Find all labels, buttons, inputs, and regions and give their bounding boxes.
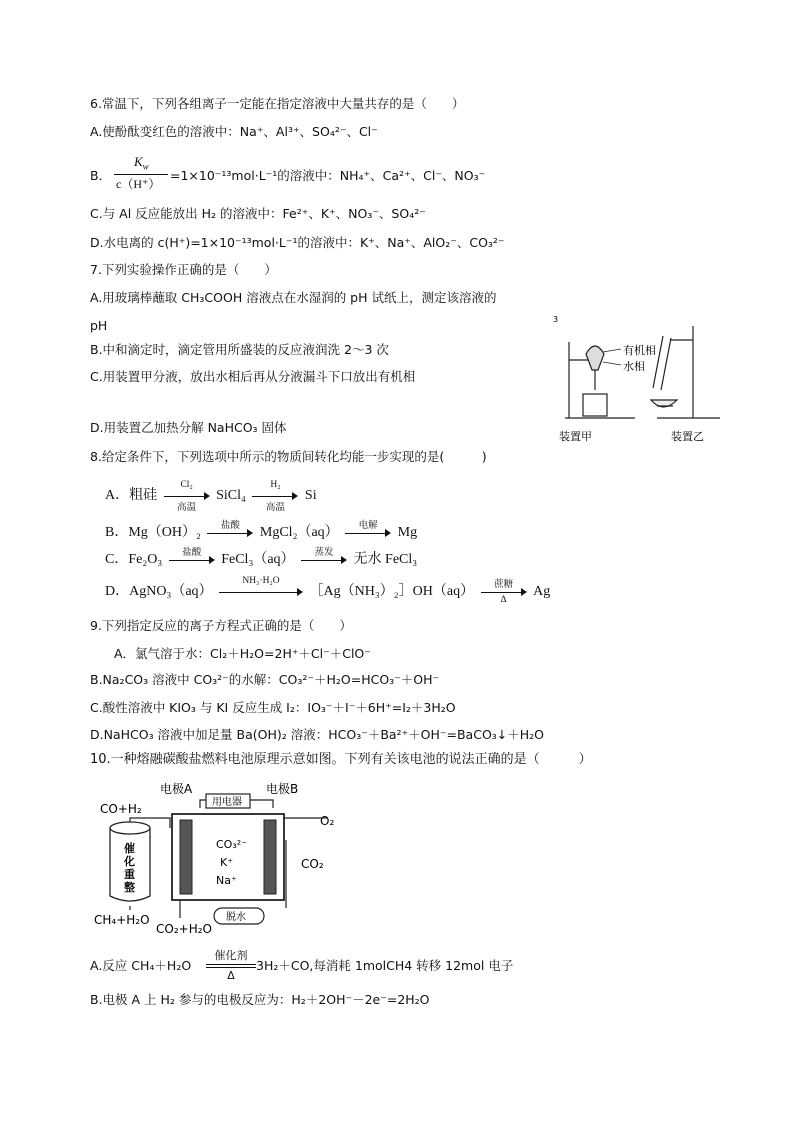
q8-d-arrow-2-below: Δ (500, 594, 507, 605)
fig-corner-mark: 3 (553, 315, 559, 324)
reformer-char-1: 催 (124, 842, 135, 855)
q8-a-arrow-1-above: Cl₂ (180, 479, 193, 490)
q8-d-arrow-1 (219, 575, 303, 599)
q6-option-d: D.水电离的 c(H⁺)=1×10⁻¹³mol·L⁻¹的溶液中：K⁺、Na⁺、AlO₂⁻、CO₃²⁻ (90, 235, 505, 250)
q8-d-mid: ［Ag（NH₃）₂］OH（aq） (309, 584, 475, 599)
ion-carbonate: CO₃²⁻ (216, 838, 247, 851)
q8-c-arrow-1 (169, 547, 215, 567)
label-organic-phase: 有机相 (623, 344, 656, 357)
q7-stem: 7.下列实验操作正确的是（ ） (90, 262, 277, 277)
q9-option-b: B.Na₂CO₃ 溶液中 CO₃²⁻的水解：CO₃²⁻＋H₂O=HCO₃⁻＋OH⁻ (90, 672, 440, 687)
q8-b-start: B．Mg（OH）₂ (105, 525, 201, 540)
q8-a-arrow-2-above: H₂ (270, 479, 281, 490)
q8-option-b (105, 521, 417, 541)
ion-sodium: Na⁺ (216, 874, 237, 887)
electrode-b (264, 820, 276, 894)
q8-b-arrow-1 (207, 520, 253, 540)
reformer-char-2: 化 (124, 855, 135, 868)
q9-option-a: A．氯气溶于水：Cl₂＋H₂O=2H⁺＋Cl⁻＋ClO⁻ (114, 646, 371, 661)
q6-option-c: C.与 Al 反应能放出 H₂ 的溶液中：Fe²⁺、K⁺、NO₃⁻、SO₄²⁻ (90, 206, 426, 221)
q8-a-arrow-1-below: 高温 (177, 502, 197, 513)
label-dehydration: 脱水 (226, 912, 246, 923)
caption-device-yi: 装置乙 (671, 430, 704, 443)
q7-option-d: D.用装置乙加热分解 NaHCO₃ 固体 (90, 420, 287, 435)
apparatus-figure (545, 308, 725, 450)
q9-option-c: C.酸性溶液中 KIO₃ 与 KI 反应生成 I₂：IO₃⁻＋I⁻＋6H⁺=I₂＋3H₂O (90, 700, 456, 715)
q9-option-d: D.NaHCO₃ 溶液中加足量 Ba(OH)₂ 溶液：HCO₃⁻＋Ba²⁺＋OH⁻=BaCO₃↓＋H₂O (90, 727, 545, 742)
label-co2-in: CO₂ (301, 857, 324, 871)
q6-b-rest: =1×10⁻¹³mol·L⁻¹的溶液中：NH₄⁺、Ca²⁺、Cl⁻、NO₃⁻ (170, 168, 486, 183)
q7-option-c: C.用装置甲分液，放出水相后再从分液漏斗下口放出有机相 (90, 369, 416, 384)
caption-device-jia: 装置甲 (559, 430, 592, 443)
q8-a-end: Si (304, 488, 317, 503)
q6-b-prefix: B． (90, 168, 112, 183)
q8-b-arrow-2-above: 电解 (358, 520, 378, 531)
label-device: 用电器 (212, 797, 242, 808)
q8-d-arrow-2 (481, 579, 527, 605)
q8-b-arrow-2 (345, 520, 391, 540)
q8-a-arrow-2 (252, 479, 298, 513)
q8-c-start: C．Fe₂O₃ (105, 552, 163, 567)
q6-b-denominator: c（H⁺） (116, 177, 161, 191)
q8-d-start: D．AgNO₃（aq） (105, 584, 213, 599)
q9-stem: 9.下列指定反应的离子方程式正确的是（ ） (90, 618, 352, 633)
q8-c-mid: FeCl₃（aq） (221, 552, 295, 567)
fuel-cell-diagram (88, 778, 368, 940)
q8-c-arrow-1-above: 盐酸 (182, 547, 202, 558)
q10-a-post: 3H₂＋CO,每消耗 1molCH4 转移 12mol 电子 (256, 958, 514, 973)
q8-d-arrow-2-above: 蔗糖 (494, 579, 514, 590)
q10-a-catalyst: 催化剂 (214, 949, 248, 962)
label-o2-in: O₂ (320, 814, 335, 828)
q6-b-num-sub: w (142, 161, 149, 172)
label-electrode-a: 电极A (160, 782, 193, 796)
q6-b-fraction-bar (114, 174, 168, 175)
q10-a-delta: Δ (227, 969, 235, 982)
q7-option-b: B.中和滴定时，滴定管用所盛装的反应液润洗 2～3 次 (90, 342, 389, 357)
q8-stem: 8.给定条件下，下列选项中所示的物质间转化均能一步实现的是( ) (90, 449, 487, 464)
q8-b-mid: MgCl₂（aq） (259, 525, 339, 540)
label-aqueous-phase: 水相 (623, 360, 645, 373)
q8-option-d (105, 575, 551, 605)
label-co2-h2o-out: CO₂+H₂O (156, 922, 212, 936)
reformer-char-4: 整 (124, 881, 135, 894)
label-electrode-b: 电极B (266, 782, 299, 796)
q10-stem: 10.一种熔融碳酸盐燃料电池原理示意如图。下列有关该电池的说法正确的是（ ） (90, 752, 592, 767)
q8-a-arrow-2-below: 高温 (265, 502, 285, 513)
q8-b-arrow-1-above: 盐酸 (220, 520, 240, 531)
q8-b-end: Mg (397, 525, 418, 540)
q8-c-arrow-2-above: 蒸发 (314, 547, 334, 558)
ion-potassium: K⁺ (220, 856, 234, 869)
q8-option-c (105, 548, 417, 568)
label-ch4-h2o: CH₄+H₂O (94, 913, 150, 927)
q8-c-arrow-2 (301, 547, 347, 567)
q6-b-num-k: K (134, 154, 143, 169)
q10-a-pre: A.反应 CH₄＋H₂O (90, 958, 192, 973)
q6-option-a: A.使酚酞变红色的溶液中：Na⁺、Al³⁺、SO₄²⁻、Cl⁻ (90, 124, 378, 139)
q8-d-arrow-1-above: NH₃·H₂O (242, 575, 280, 586)
q8-option-a (105, 479, 317, 513)
electrode-a (180, 820, 192, 894)
label-co-h2: CO+H₂ (100, 802, 142, 816)
q6-b-numerator (134, 154, 149, 175)
q7-option-a-line2: pH (90, 318, 108, 333)
device-yi (651, 326, 720, 418)
reformer-char-3: 重 (124, 868, 135, 881)
q8-a-start: A．粗硅 (105, 488, 158, 503)
q7-option-a-line1: A.用玻璃棒蘸取 CH₃COOH 溶液点在水湿润的 pH 试纸上，测定该溶液的 (90, 290, 497, 305)
q6-stem: 6.常温下，下列各组离子一定能在指定溶液中大量共存的是（ ） (90, 96, 465, 111)
q10-option-b: B.电极 A 上 H₂ 参与的电极反应为：H₂＋2OH⁻－2e⁻=2H₂O (90, 992, 430, 1007)
reformer-cylinder (110, 822, 150, 901)
q8-a-arrow-1 (164, 479, 210, 513)
q8-a-mid: SiCl₄ (216, 488, 246, 503)
q8-c-end: 无水 FeCl₃ (353, 552, 418, 567)
q10-a-equals-top (206, 964, 256, 965)
q8-d-end: Ag (533, 584, 551, 599)
